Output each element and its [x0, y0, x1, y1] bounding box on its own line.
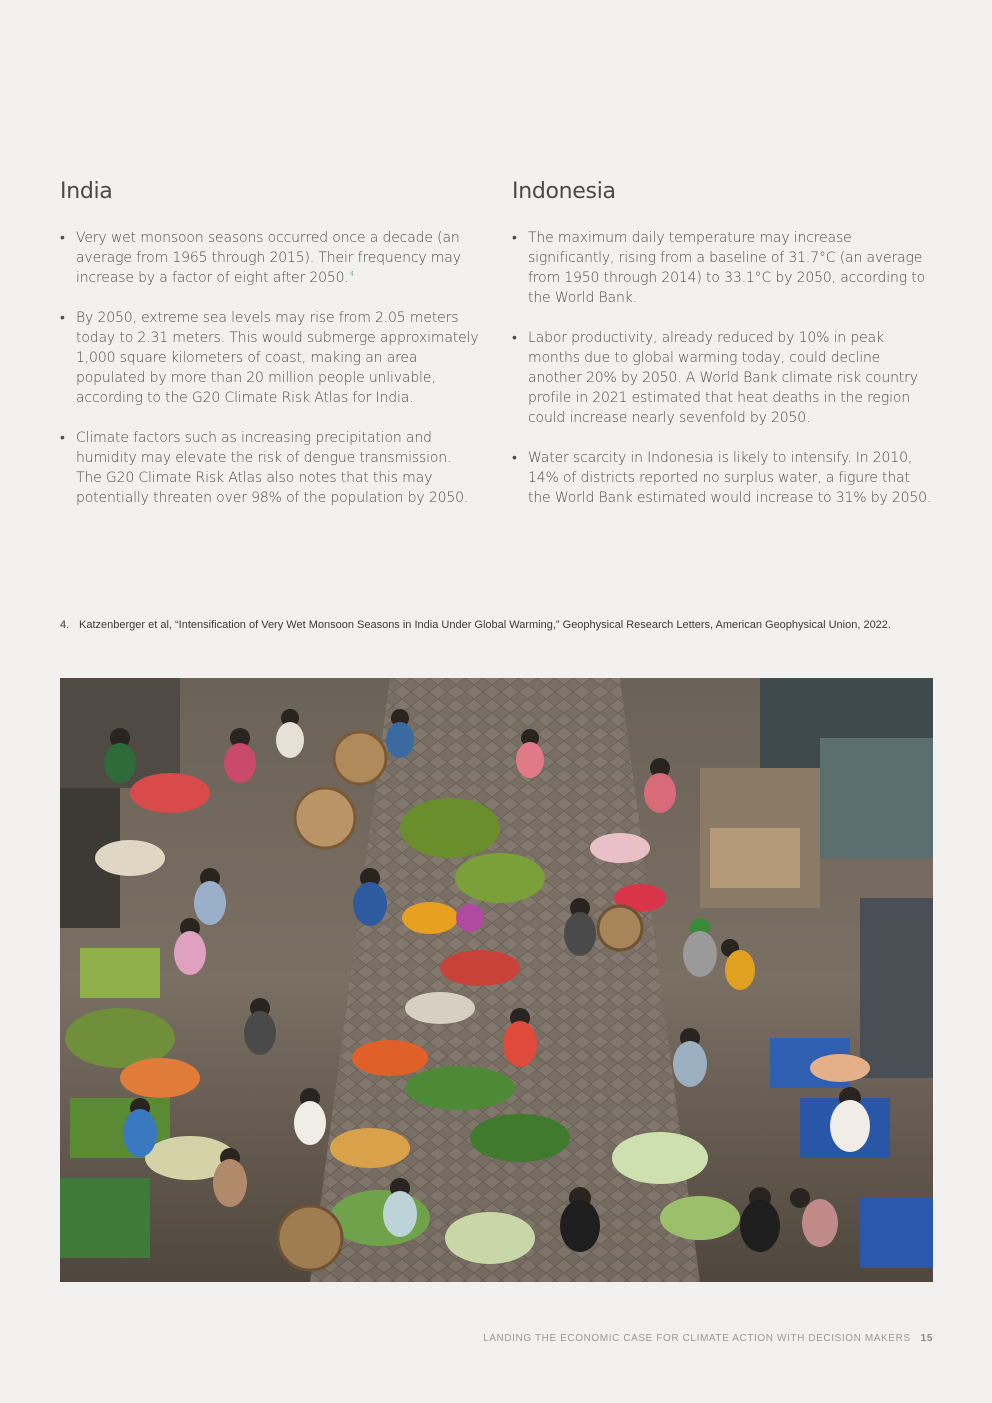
india-bullet-2-text: By 2050, extreme sea levels may rise from 2.05 meters today to 2.31 meters. This would submerge approximately 1,000 square kilometers of coast, making an area populated by more than 20 million people unlivable, according to the G20 Climate Risk Atlas for India. [76, 310, 479, 406]
indonesia-bullet-1-text: The maximum daily temperature may increase significantly, rising from a baseline of 31.7°C (an average from 1950 through 2014) to 33.1°C by 2050, according to the World Bank. [528, 230, 926, 306]
india-bullet-list [60, 228, 480, 508]
indonesia-section [512, 178, 932, 528]
india-heading: India [60, 179, 113, 204]
bullet-marker: • [60, 430, 65, 446]
footnote-text: Katzenberger et al, “Intensification of Very Wet Monsoon Seasons in India Under Global Warming,” Geophysical Research Letters, American Geophysical Union, 2022. [79, 619, 891, 631]
india-bullet-2 [60, 308, 480, 408]
india-bullet-3-text: Climate factors such as increasing precipitation and humidity may elevate the risk of dengue transmission. The G20 Climate Risk Atlas also notes that this may potentially threaten over 98% of the population by 2050. [76, 430, 469, 506]
indonesia-bullet-3-text: Water scarcity in Indonesia is likely to intensify. In 2010, 14% of districts reported no surplus water, a figure that the World Bank estimated would increase to 31% by 2050. [528, 450, 932, 506]
bullet-marker: • [512, 230, 517, 246]
page-number: 15 [920, 1333, 933, 1344]
indonesia-bullet-1 [512, 228, 932, 308]
bullet-marker: • [512, 450, 517, 466]
indonesia-bullet-2 [512, 328, 932, 428]
market-photo [60, 678, 933, 1282]
indonesia-bullet-3 [512, 448, 932, 508]
indonesia-heading: Indonesia [512, 179, 616, 204]
footer-document-title: LANDING THE ECONOMIC CASE FOR CLIMATE ACTION WITH DECISION MAKERS [483, 1333, 911, 1344]
indonesia-bullet-2-text: Labor productivity, already reduced by 10% in peak months due to global warming today, could decline another 20% by 2050. A World Bank climate risk country profile in 2021 estimated that heat deaths in the region could increase nearly sevenfold by 2050. [528, 330, 918, 426]
india-bullet-1 [60, 228, 480, 288]
market-photo-illustration [60, 678, 933, 1282]
india-bullet-3 [60, 428, 480, 508]
footnote-number: 4. [60, 619, 70, 631]
page-footer [0, 1333, 933, 1344]
india-bullet-1-text: Very wet monsoon seasons occurred once a decade (an average from 1965 through 2015). Their frequency may increase by a factor of eight after 2050. [76, 230, 461, 286]
indonesia-bullet-list [512, 228, 932, 508]
india-section [60, 178, 480, 528]
bullet-marker: • [60, 230, 65, 246]
footnote [60, 618, 933, 633]
bullet-marker: • [512, 330, 517, 346]
bullet-marker: • [60, 310, 65, 326]
footnote-reference[interactable]: 4 [349, 270, 355, 279]
